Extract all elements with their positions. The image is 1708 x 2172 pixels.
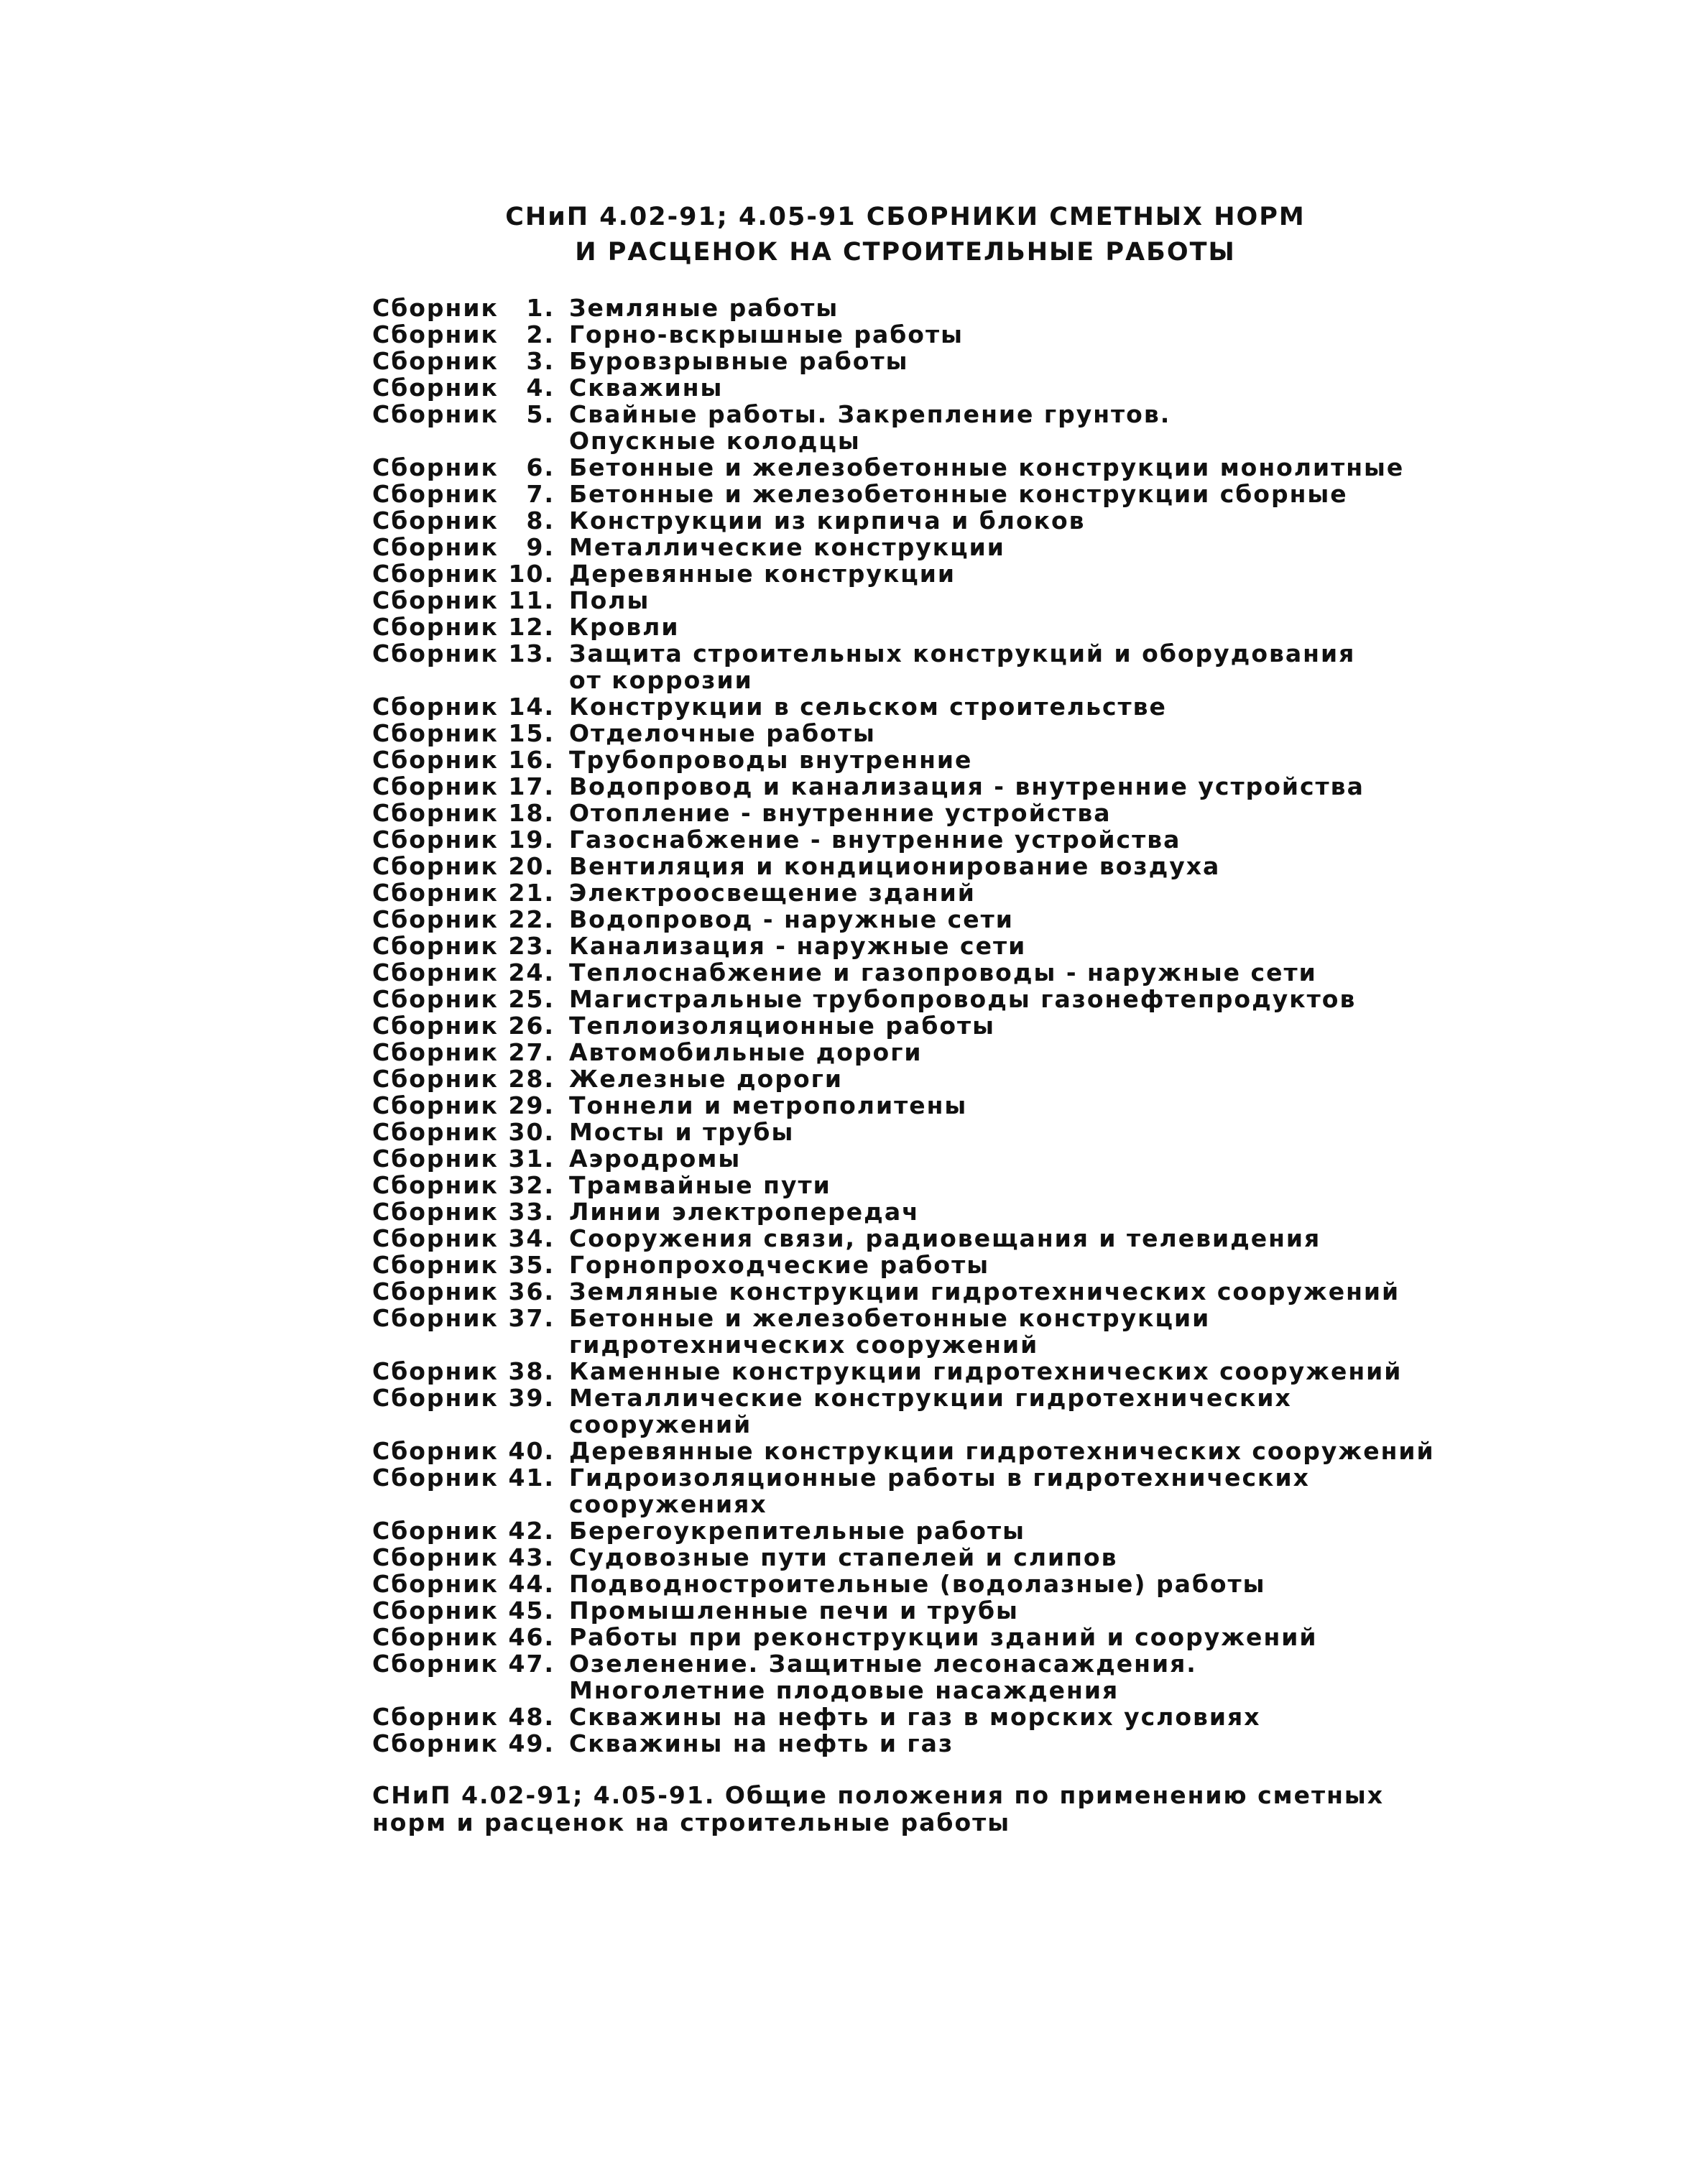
collection-name: Горно-вскрышные работы	[569, 320, 964, 348]
collection-number: 28.	[508, 1065, 555, 1093]
collection-label: Сборник	[372, 1650, 499, 1678]
collection-name: Деревянные конструкции гидротехнических сооружений	[569, 1437, 1435, 1465]
collection-name: Каменные конструкции гидротехнических сооружений	[569, 1357, 1403, 1385]
collection-name: Теплоизоляционные работы	[569, 1012, 995, 1040]
collection-number: 41.	[508, 1464, 555, 1492]
collection-number: 32.	[508, 1171, 555, 1199]
collection-number: 2.	[526, 320, 555, 348]
collection-number: 14.	[508, 693, 555, 721]
list-item	[372, 560, 1450, 587]
list-item	[372, 507, 1450, 534]
collection-number: 13.	[508, 639, 555, 667]
list-item	[372, 295, 1450, 321]
list-item	[372, 1597, 1450, 1624]
list-item	[372, 1517, 1450, 1544]
collection-label: Сборник	[372, 693, 499, 721]
collection-name: Защита строительных конструкций и оборудования от коррозии	[569, 639, 1356, 694]
collection-name: Электроосвещение зданий	[569, 879, 976, 907]
title-line-2: И РАСЦЕНОК НА СТРОИТЕЛЬНЫЕ РАБОТЫ	[575, 238, 1236, 267]
list-item	[372, 534, 1450, 560]
collection-label: Сборник	[372, 400, 499, 428]
collection-number: 36.	[508, 1277, 555, 1305]
collection-number: 26.	[508, 1012, 555, 1040]
collection-name: Буровзрывные работы	[569, 347, 909, 375]
collection-number: 27.	[508, 1038, 555, 1066]
collection-label: Сборник	[372, 1596, 499, 1625]
collection-number: 35.	[508, 1251, 555, 1279]
collection-number: 31.	[508, 1145, 555, 1173]
collection-name: Скважины на нефть и газ в морских условиях	[569, 1703, 1261, 1731]
collection-label: Сборник	[372, 347, 499, 375]
list-item	[372, 933, 1450, 959]
list-item	[372, 773, 1450, 800]
collection-name: Судовозные пути стапелей и слипов	[569, 1543, 1118, 1571]
collection-name: Кровли	[569, 613, 680, 641]
collection-label: Сборник	[372, 799, 499, 827]
list-item	[372, 1119, 1450, 1145]
collection-number: 20.	[508, 852, 555, 880]
list-item	[372, 614, 1450, 640]
list-item	[372, 959, 1450, 986]
list-item	[372, 587, 1450, 614]
collection-name: Теплоснабжение и газопроводы - наружные сети	[569, 958, 1317, 986]
collection-label: Сборник	[372, 480, 499, 508]
list-item	[372, 1544, 1450, 1571]
list-item	[372, 640, 1450, 693]
collection-name: Работы при реконструкции зданий и сооружений	[569, 1623, 1318, 1651]
collection-label: Сборник	[372, 507, 499, 535]
list-item	[372, 1252, 1450, 1278]
collection-label: Сборник	[372, 932, 499, 960]
list-item	[372, 906, 1450, 933]
collection-label: Сборник	[372, 958, 499, 986]
collection-number: 23.	[508, 932, 555, 960]
collection-number: 46.	[508, 1623, 555, 1651]
collection-name: Мосты и трубы	[569, 1118, 795, 1146]
collection-name: Скважины на нефть и газ	[569, 1729, 954, 1757]
collection-label: Сборник	[372, 1304, 499, 1332]
collection-label: Сборник	[372, 772, 499, 800]
list-item	[372, 401, 1450, 454]
title-line-1: СНиП 4.02-91; 4.05-91 СБОРНИКИ СМЕТНЫХ НОРМ	[505, 203, 1306, 231]
footer-line-2: норм и расценок на строительные работы	[372, 1808, 1011, 1836]
collection-label: Сборник	[372, 719, 499, 747]
collection-name: Деревянные конструкции	[569, 560, 956, 588]
collection-name: Аэродромы	[569, 1145, 742, 1173]
collection-number: 37.	[508, 1304, 555, 1332]
collection-label: Сборник	[372, 1437, 499, 1465]
list-item	[372, 481, 1450, 507]
collection-label: Сборник	[372, 1517, 499, 1545]
collection-label: Сборник	[372, 1198, 499, 1226]
collection-number: 16.	[508, 746, 555, 774]
collection-label: Сборник	[372, 826, 499, 854]
collection-label: Сборник	[372, 1357, 499, 1385]
collection-label: Сборник	[372, 639, 499, 667]
collection-label: Сборник	[372, 1251, 499, 1279]
document-title	[503, 200, 1308, 270]
collection-name: Берегоукрепительные работы	[569, 1517, 1025, 1545]
collection-name: Скважины	[569, 374, 724, 402]
collection-number: 34.	[508, 1224, 555, 1252]
collection-number: 48.	[508, 1703, 555, 1731]
collection-number: 49.	[508, 1729, 555, 1757]
collection-number: 39.	[508, 1384, 555, 1412]
collection-number: 44.	[508, 1570, 555, 1598]
collection-number: 6.	[526, 453, 555, 481]
collection-name: Металлические конструкции	[569, 533, 1005, 561]
collection-number: 3.	[526, 347, 555, 375]
collection-number: 8.	[526, 507, 555, 535]
collection-label: Сборник	[372, 1012, 499, 1040]
collection-label: Сборник	[372, 1065, 499, 1093]
collection-label: Сборник	[372, 1703, 499, 1731]
collection-label: Сборник	[372, 879, 499, 907]
list-item	[372, 1358, 1450, 1385]
collection-number: 29.	[508, 1091, 555, 1119]
collection-number: 1.	[526, 294, 555, 322]
collection-name: Металлические конструкции гидротехнических сооружений	[569, 1384, 1292, 1438]
collection-name: Конструкции в сельском строительстве	[569, 693, 1167, 721]
collection-name: Свайные работы. Закрепление грунтов. Опускные колодцы	[569, 400, 1171, 455]
collection-label: Сборник	[372, 560, 499, 588]
list-item	[372, 1438, 1450, 1464]
collection-number: 43.	[508, 1543, 555, 1571]
collection-number: 30.	[508, 1118, 555, 1146]
collection-name: Вентиляция и кондиционирование воздуха	[569, 852, 1221, 880]
list-item	[372, 1066, 1450, 1092]
list-item	[372, 1624, 1450, 1650]
collection-label: Сборник	[372, 905, 499, 933]
list-item	[372, 853, 1450, 879]
list-item	[372, 348, 1450, 374]
collection-label: Сборник	[372, 374, 499, 402]
collection-number: 21.	[508, 879, 555, 907]
general-provisions-note	[372, 1782, 1421, 1836]
collection-name: Земляные работы	[569, 294, 839, 322]
collection-name: Отделочные работы	[569, 719, 876, 747]
collection-name: Магистральные трубопроводы газонефтепродуктов	[569, 985, 1357, 1013]
collection-number: 10.	[508, 560, 555, 588]
collection-name: Тоннели и метрополитены	[569, 1091, 968, 1119]
collection-number: 5.	[526, 400, 555, 428]
collection-label: Сборник	[372, 1145, 499, 1173]
list-item	[372, 720, 1450, 747]
collection-name: Сооружения связи, радиовещания и телевидения	[569, 1224, 1321, 1252]
collection-label: Сборник	[372, 1277, 499, 1305]
list-item	[372, 879, 1450, 906]
list-item	[372, 1305, 1450, 1358]
collection-label: Сборник	[372, 1118, 499, 1146]
collection-name: Конструкции из кирпича и блоков	[569, 507, 1086, 535]
list-item	[372, 1172, 1450, 1198]
collection-number: 12.	[508, 613, 555, 641]
list-item	[372, 374, 1450, 401]
collection-label: Сборник	[372, 1623, 499, 1651]
collection-label: Сборник	[372, 1464, 499, 1492]
collection-name: Горнопроходческие работы	[569, 1251, 990, 1279]
collection-name: Бетонные и железобетонные конструкции сборные	[569, 480, 1348, 508]
collection-name: Бетонные и железобетонные конструкции монолитные	[569, 453, 1405, 481]
list-item	[372, 1730, 1450, 1757]
collection-label: Сборник	[372, 320, 499, 348]
collection-name: Линии электропередач	[569, 1198, 920, 1226]
collection-name: Бетонные и железобетонные конструкции гидротехнических сооружений	[569, 1304, 1211, 1359]
collection-name: Подводностроительные (водолазные) работы	[569, 1570, 1266, 1598]
collection-number: 15.	[508, 719, 555, 747]
collection-number: 25.	[508, 985, 555, 1013]
collection-label: Сборник	[372, 613, 499, 641]
list-item	[372, 747, 1450, 773]
collection-name: Автомобильные дороги	[569, 1038, 923, 1066]
collection-label: Сборник	[372, 294, 499, 322]
collection-label: Сборник	[372, 1384, 499, 1412]
collection-name: Водопровод и канализация - внутренние устройства	[569, 772, 1365, 800]
collection-number: 22.	[508, 905, 555, 933]
collection-label: Сборник	[372, 1038, 499, 1066]
list-item	[372, 986, 1450, 1012]
list-item	[372, 1198, 1450, 1225]
collection-label: Сборник	[372, 1091, 499, 1119]
collection-label: Сборник	[372, 1729, 499, 1757]
collection-number: 40.	[508, 1437, 555, 1465]
collection-number: 42.	[508, 1517, 555, 1545]
list-item	[372, 693, 1450, 720]
collection-label: Сборник	[372, 1224, 499, 1252]
collection-label: Сборник	[372, 746, 499, 774]
collection-number: 11.	[508, 586, 555, 614]
collection-label: Сборник	[372, 1171, 499, 1199]
collection-label: Сборник	[372, 533, 499, 561]
collection-label: Сборник	[372, 1543, 499, 1571]
collection-number: 38.	[508, 1357, 555, 1385]
collection-number: 9.	[526, 533, 555, 561]
collection-label: Сборник	[372, 453, 499, 481]
list-item	[372, 1385, 1450, 1438]
collection-list	[372, 295, 1450, 1757]
collection-label: Сборник	[372, 586, 499, 614]
collection-name: Земляные конструкции гидротехнических сооружений	[569, 1277, 1400, 1305]
collection-number: 7.	[526, 480, 555, 508]
collection-number: 17.	[508, 772, 555, 800]
list-item	[372, 1145, 1450, 1172]
footer-line-1: СНиП 4.02-91; 4.05-91. Общие положения по применению сметных	[372, 1781, 1385, 1809]
collection-number: 45.	[508, 1596, 555, 1625]
collection-name: Озеленение. Защитные лесонасаждения. Многолетние плодовые насаждения	[569, 1650, 1197, 1704]
collection-name: Трубопроводы внутренние	[569, 746, 973, 774]
list-item	[372, 800, 1450, 826]
collection-label: Сборник	[372, 852, 499, 880]
list-item	[372, 1092, 1450, 1119]
list-item	[372, 1704, 1450, 1730]
list-item	[372, 1650, 1450, 1704]
list-item	[372, 1464, 1450, 1517]
collection-number: 19.	[508, 826, 555, 854]
list-item	[372, 321, 1450, 348]
collection-name: Полы	[569, 586, 650, 614]
collection-name: Газоснабжение - внутренние устройства	[569, 826, 1181, 854]
collection-number: 18.	[508, 799, 555, 827]
list-item	[372, 1225, 1450, 1252]
collection-name: Водопровод - наружные сети	[569, 905, 1014, 933]
list-item	[372, 1039, 1450, 1066]
list-item	[372, 826, 1450, 853]
collection-number: 24.	[508, 958, 555, 986]
collection-number: 4.	[526, 374, 555, 402]
list-item	[372, 454, 1450, 481]
collection-name: Канализация - наружные сети	[569, 932, 1027, 960]
collection-name: Промышленные печи и трубы	[569, 1596, 1019, 1625]
collection-name: Гидроизоляционные работы в гидротехнических сооружениях	[569, 1464, 1310, 1518]
list-item	[372, 1571, 1450, 1597]
collection-name: Отопление - внутренние устройства	[569, 799, 1112, 827]
collection-number: 33.	[508, 1198, 555, 1226]
collection-label: Сборник	[372, 985, 499, 1013]
collection-name: Железные дороги	[569, 1065, 843, 1093]
list-item	[372, 1012, 1450, 1039]
collection-name: Трамвайные пути	[569, 1171, 831, 1199]
collection-number: 47.	[508, 1650, 555, 1678]
list-item	[372, 1278, 1450, 1305]
collection-label: Сборник	[372, 1570, 499, 1598]
